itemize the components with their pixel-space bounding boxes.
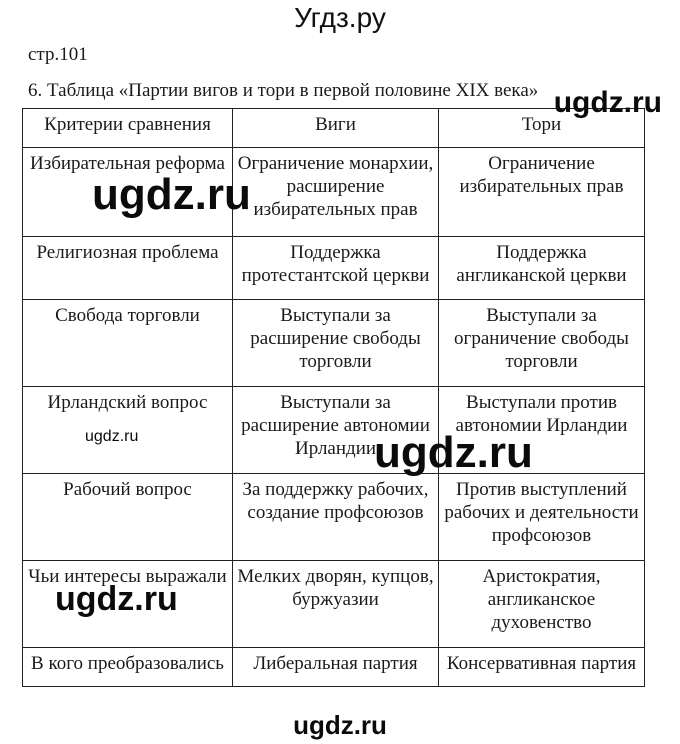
site-title: Угдз.ру bbox=[294, 2, 386, 33]
tories-cell: Выступали за ограничение свободы торговли bbox=[439, 300, 645, 387]
header-criteria: Критерии сравнения bbox=[23, 109, 233, 148]
page-label: стр.101 bbox=[28, 44, 88, 65]
tories-cell: Ограничение избирательных прав bbox=[439, 148, 645, 237]
task-heading: 6. Таблица «Партии вигов и тори в первой половине XIX века» bbox=[28, 80, 539, 101]
header-tories: Тори bbox=[439, 109, 645, 148]
table-row bbox=[23, 648, 645, 687]
whigs-cell: Выступали за расширение свободы торговли bbox=[233, 300, 439, 387]
criteria-cell: Чьи интересы выражали bbox=[23, 561, 233, 648]
criteria-cell: Рабочий вопрос bbox=[23, 474, 233, 561]
watermark: ugdz.ru bbox=[92, 170, 251, 219]
criteria-cell: Ирландский вопрос bbox=[23, 387, 233, 474]
criteria-cell: Свобода торговли bbox=[23, 300, 233, 387]
tories-cell: Аристократия, англиканское духовенство bbox=[439, 561, 645, 648]
table-header-row bbox=[23, 109, 645, 148]
watermark: ugdz.ru bbox=[85, 428, 139, 445]
table-row bbox=[23, 300, 645, 387]
comparison-table bbox=[22, 108, 645, 687]
table-row bbox=[23, 474, 645, 561]
criteria-cell: В кого преобразовались bbox=[23, 648, 233, 687]
watermark: ugdz.ru bbox=[374, 428, 533, 477]
table-row bbox=[23, 148, 645, 237]
table-row bbox=[23, 237, 645, 300]
whigs-cell: За поддержку рабочих, создание профсоюзов bbox=[233, 474, 439, 561]
tories-cell: Против выступлений рабочих и деятельности профсоюзов bbox=[439, 474, 645, 561]
watermark: ugdz.ru bbox=[55, 580, 178, 618]
watermark: ugdz.ru bbox=[553, 86, 662, 119]
whigs-cell: Ограничение монархии, расширение избирательных прав bbox=[233, 148, 439, 237]
whigs-cell: Выступали за расширение автономии Ирландии bbox=[233, 387, 439, 474]
watermark: ugdz.ru bbox=[293, 710, 387, 740]
criteria-cell: Избирательная реформа bbox=[23, 148, 233, 237]
table-row bbox=[23, 561, 645, 648]
header-whigs: Виги bbox=[233, 109, 439, 148]
whigs-cell: Либеральная партия bbox=[233, 648, 439, 687]
criteria-cell: Религиозная проблема bbox=[23, 237, 233, 300]
tories-cell: Поддержка англиканской церкви bbox=[439, 237, 645, 300]
whigs-cell: Поддержка протестантской церкви bbox=[233, 237, 439, 300]
tories-cell: Выступали против автономии Ирландии bbox=[439, 387, 645, 474]
table-row bbox=[23, 387, 645, 474]
whigs-cell: Мелких дворян, купцов, буржуазии bbox=[233, 561, 439, 648]
tories-cell: Консервативная партия bbox=[439, 648, 645, 687]
